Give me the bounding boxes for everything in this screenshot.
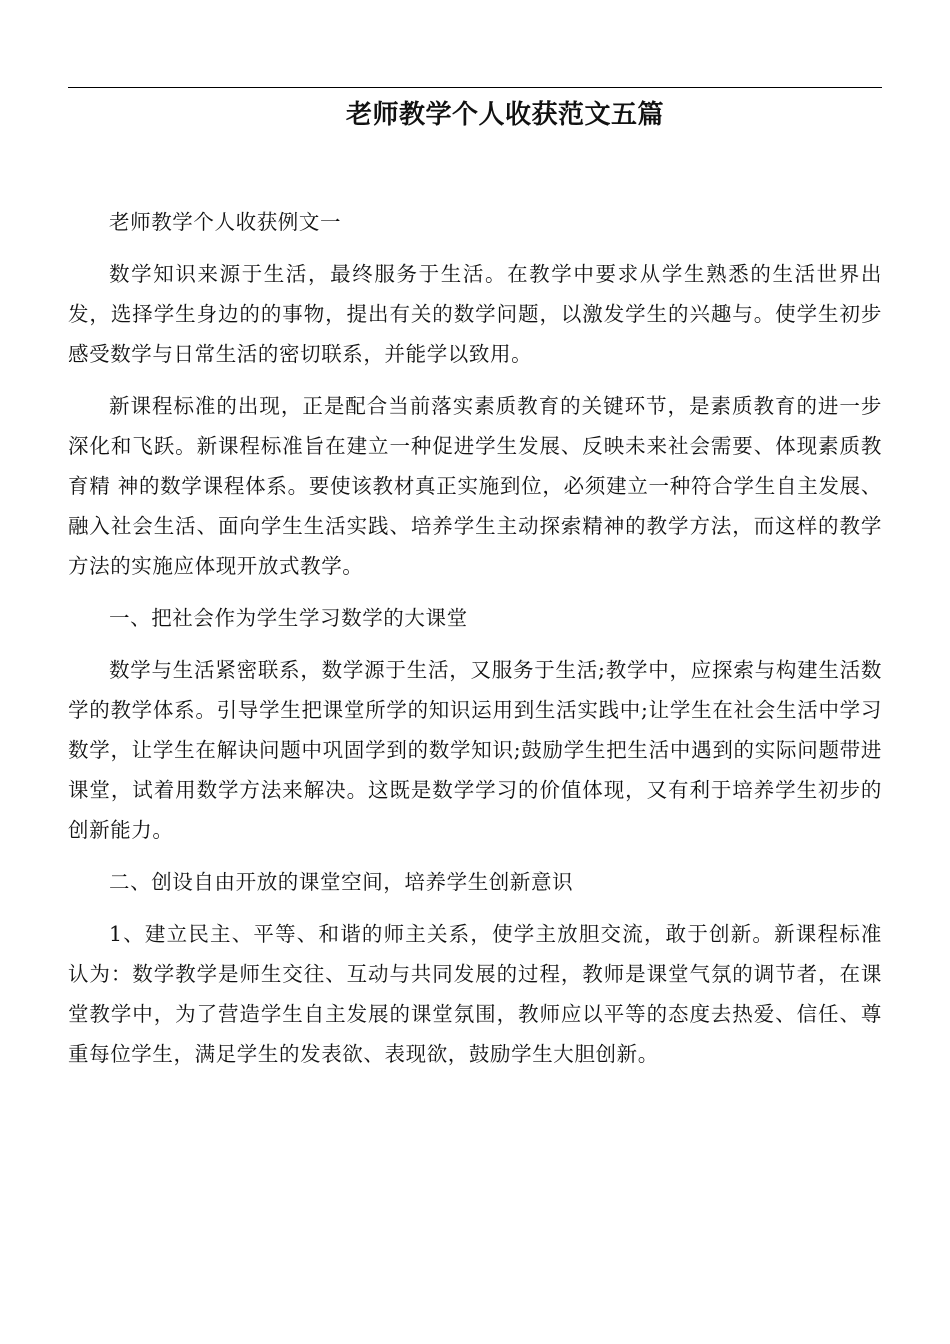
- document-page: [68, 0, 882, 1344]
- document-title: 老师教学个人收获范文五篇: [345, 100, 664, 130]
- paragraph-society-classroom: 数学与生活紧密联系，数学源于生活，又服务于生活;教学中，应探索与构建生活数学的教学体系。引导学生把课堂所学的知识运用到生活实践中;让学生在社会生活中学习数学，让学生在解诀问题中巩固学到的数学知识;鼓励学生把生活中遇到的实际问题带进课堂，试着用数学方法来解决。这既是数学学习的价值体现，又有利于培养学生初步的创新能力。: [68, 658, 882, 842]
- paragraph-curriculum: 新课程标准的出现，正是配合当前落实素质教育的关键环节，是素质教育的进一步深化和飞跃。新课程标准旨在建立一种促进学生发展、反映未来社会需要、体现素质教育精 神的数学课程体系。要使该教材真正实施到位，必须建立一种符合学生自主发展、融入社会生活、面向学生生活实践、培养学生主动探索精神的教学方法，而这样的教学方法的实施应体现开放式教学。: [68, 394, 882, 578]
- document-body: [68, 202, 882, 1086]
- section-heading-example-one: 老师教学个人收获例文一: [109, 210, 342, 234]
- paragraph-intro: 数学知识来源于生活，最终服务于生活。在教学中要求从学生熟悉的生活世界出发，选择学生身边的的事物，提出有关的数学问题，以激发学生的兴趣与。使学生初步感受数学与日常生活的密切联系，并能学以致用。: [68, 262, 882, 366]
- section-heading-one: 一、把社会作为学生学习数学的大课堂: [109, 606, 468, 630]
- section-heading-two: 二、创设自由开放的课堂空间，培养学生创新意识: [109, 870, 574, 894]
- paragraph-democratic-relationship: 1、建立民主、平等、和谐的师主关系，使学主放胆交流，敢于创新。新课程标准认为：数学教学是师生交往、互动与共同发展的过程，教师是课堂气氛的调节者，在课堂教学中，为了营造学生自主发展的课堂氛围，教师应以平等的态度去热爱、信任、尊重每位学生，满足学生的发表欲、表现欲，鼓励学生大胆创新。: [68, 922, 882, 1066]
- header-rule: [68, 87, 882, 88]
